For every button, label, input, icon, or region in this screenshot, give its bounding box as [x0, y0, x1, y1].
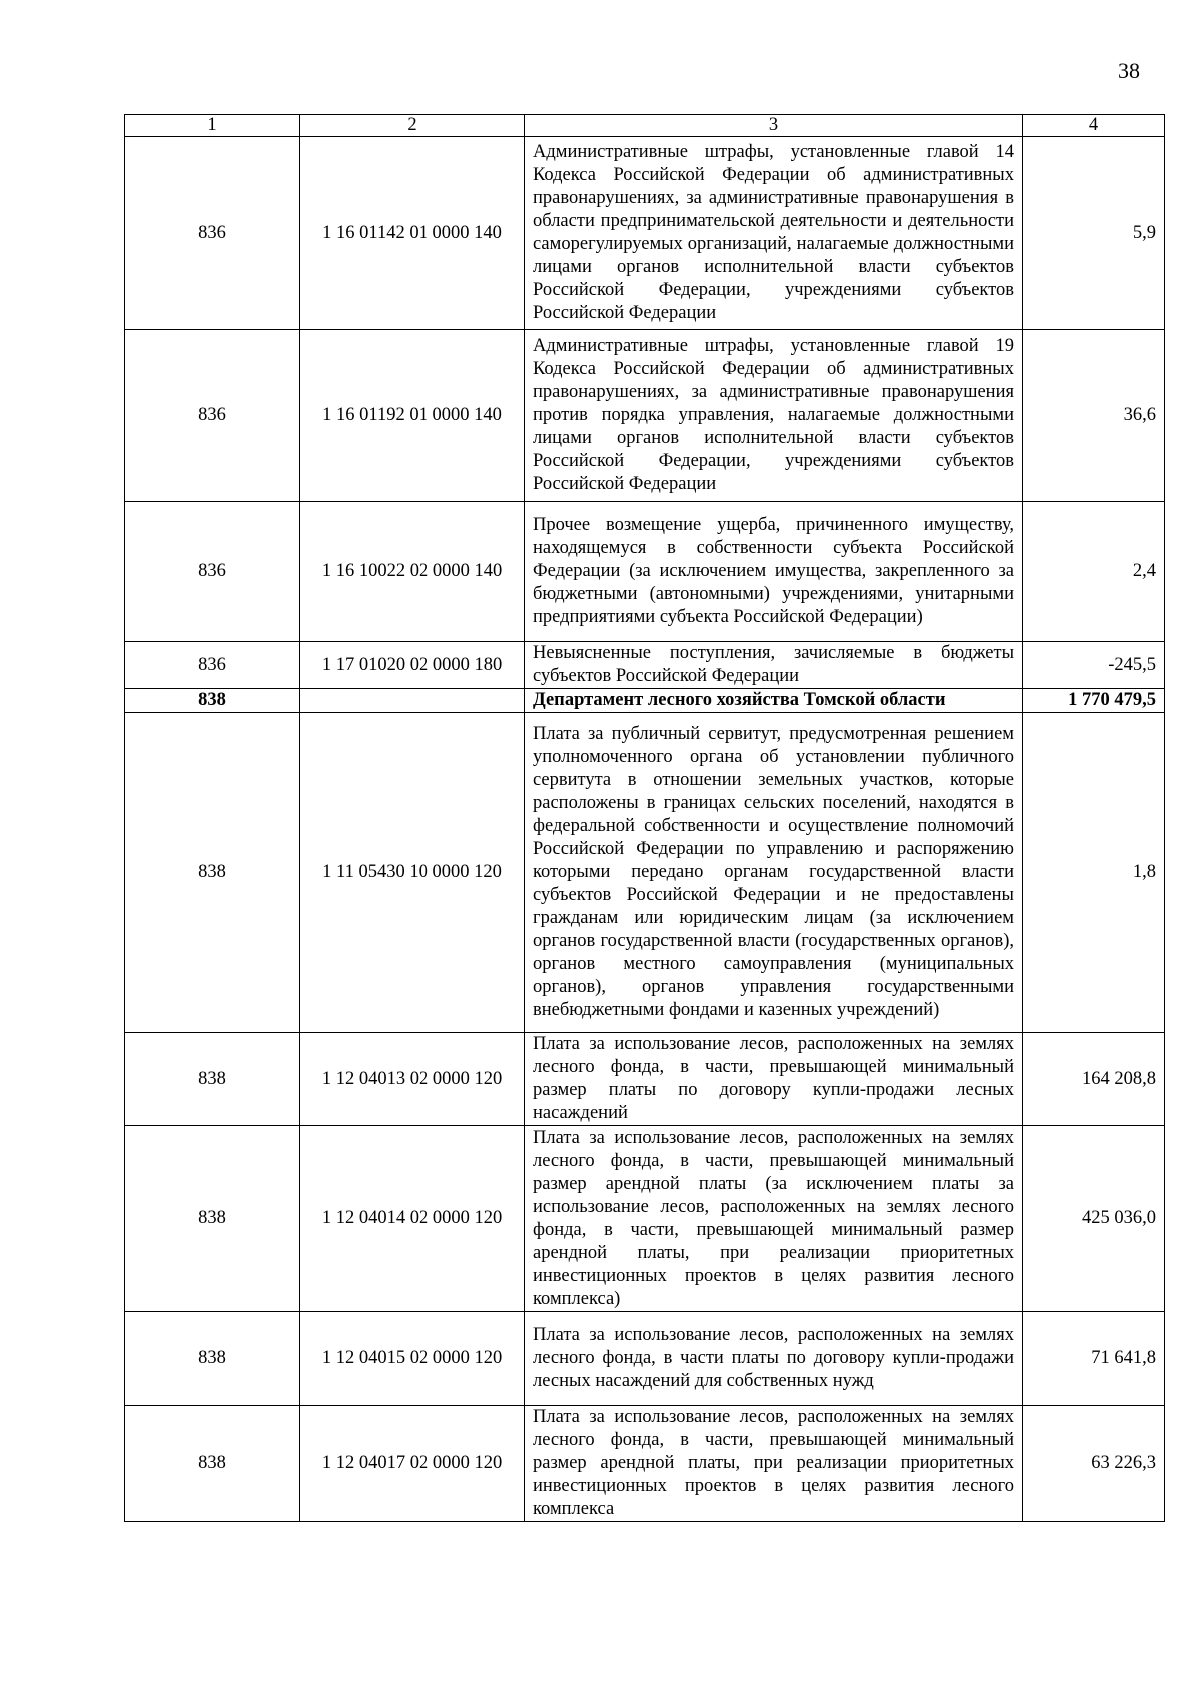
- amount-cell: 36,6: [1023, 330, 1165, 502]
- budget-code-cell: 1 16 10022 02 0000 140: [300, 502, 525, 642]
- description-cell: Невыясненные поступления, зачисляемые в бюджеты субъектов Российской Федерации: [525, 642, 1023, 689]
- budget-code-cell: 1 12 04013 02 0000 120: [300, 1033, 525, 1126]
- admin-code-cell: 836: [125, 330, 300, 502]
- description-cell: Административные штрафы, установленные главой 19 Кодекса Российской Федерации об административных правонарушениях, за административные правонарушения против порядка управления, налагаемые должностными лицами органов исполнительной власти субъектов Российской Федерации, учреждениями субъектов Российской Федерации: [525, 330, 1023, 502]
- revenue-table: [124, 114, 1165, 1522]
- amount-cell: 164 208,8: [1023, 1033, 1165, 1126]
- table-row-department: [125, 689, 1165, 713]
- admin-code-cell: 836: [125, 642, 300, 689]
- header-col-2: 2: [300, 115, 525, 137]
- header-col-3: 3: [525, 115, 1023, 137]
- table-row: [125, 1406, 1165, 1522]
- header-col-4: 4: [1023, 115, 1165, 137]
- table-header-row: [125, 115, 1165, 137]
- description-cell: Плата за использование лесов, расположенных на землях лесного фонда, в части, превышающей минимальный размер платы по договору купли-продажи лесных насаждений: [525, 1033, 1023, 1126]
- description-cell: Плата за публичный сервитут, предусмотренная решением уполномоченного органа об установлении публичного сервитута в отношении земельных участков, которые расположены в границах сельских поселений, находятся в федеральной собственности и осуществление полномочий Российской Федерации по управлению и распоряжению которыми передано органам государственной власти субъектов Российской Федерации и не предоставлены гражданам или юридическим лицам (за исключением органов государственной власти (государственных органов), органов местного самоуправления (муниципальных органов), органов управления государственными внебюджетными фондами и казенных учреждений): [525, 713, 1023, 1033]
- admin-code-cell: 838: [125, 1406, 300, 1522]
- admin-code-cell: 836: [125, 137, 300, 330]
- department-total-cell: 1 770 479,5: [1023, 689, 1165, 713]
- description-cell: Прочее возмещение ущерба, причиненного имуществу, находящемуся в собственности субъекта Российской Федерации (за исключением имущества, закрепленного за бюджетными (автономными) учреждениями, унитарными предприятиями субъекта Российской Федерации): [525, 502, 1023, 642]
- budget-code-cell: 1 12 04017 02 0000 120: [300, 1406, 525, 1522]
- admin-code-cell: 836: [125, 502, 300, 642]
- admin-code-cell: 838: [125, 713, 300, 1033]
- table-row: [125, 330, 1165, 502]
- amount-cell: 1,8: [1023, 713, 1165, 1033]
- table-row: [125, 137, 1165, 330]
- budget-code-cell: 1 16 01192 01 0000 140: [300, 330, 525, 502]
- admin-code-cell: 838: [125, 689, 300, 713]
- description-cell: Плата за использование лесов, расположенных на землях лесного фонда, в части, превышающей минимальный размер арендной платы, при реализации приоритетных инвестиционных проектов в целях развития лесного комплекса: [525, 1406, 1023, 1522]
- header-col-1: 1: [125, 115, 300, 137]
- table-row: [125, 1033, 1165, 1126]
- table-row: [125, 1312, 1165, 1406]
- budget-code-cell: 1 12 04014 02 0000 120: [300, 1126, 525, 1312]
- table-row: [125, 642, 1165, 689]
- admin-code-cell: 838: [125, 1126, 300, 1312]
- amount-cell: 2,4: [1023, 502, 1165, 642]
- budget-code-cell: 1 16 01142 01 0000 140: [300, 137, 525, 330]
- amount-cell: 5,9: [1023, 137, 1165, 330]
- admin-code-cell: 838: [125, 1033, 300, 1126]
- amount-cell: 425 036,0: [1023, 1126, 1165, 1312]
- table-row: [125, 713, 1165, 1033]
- amount-cell: -245,5: [1023, 642, 1165, 689]
- budget-code-cell: 1 17 01020 02 0000 180: [300, 642, 525, 689]
- table-row: [125, 502, 1165, 642]
- budget-code-cell: [300, 689, 525, 713]
- amount-cell: 63 226,3: [1023, 1406, 1165, 1522]
- budget-code-cell: 1 12 04015 02 0000 120: [300, 1312, 525, 1406]
- table-row: [125, 1126, 1165, 1312]
- description-cell: Плата за использование лесов, расположенных на землях лесного фонда, в части платы по договору купли-продажи лесных насаждений для собственных нужд: [525, 1312, 1023, 1406]
- budget-code-cell: 1 11 05430 10 0000 120: [300, 713, 525, 1033]
- description-cell: Административные штрафы, установленные главой 14 Кодекса Российской Федерации об административных правонарушениях, за административные правонарушения в области предпринимательской деятельности и деятельности саморегулируемых организаций, налагаемые должностными лицами органов исполнительной власти субъектов Российской Федерации, учреждениями субъектов Российской Федерации: [525, 137, 1023, 330]
- admin-code-cell: 838: [125, 1312, 300, 1406]
- description-cell: Плата за использование лесов, расположенных на землях лесного фонда, в части, превышающей минимальный размер арендной платы (за исключением платы за использование лесов, расположенных на землях лесного фонда, в части, превышающей минимальный размер арендной платы, при реализации приоритетных инвестиционных проектов в целях развития лесного комплекса): [525, 1126, 1023, 1312]
- page-number: 38: [1118, 58, 1140, 83]
- amount-cell: 71 641,8: [1023, 1312, 1165, 1406]
- department-name-cell: Департамент лесного хозяйства Томской области: [525, 689, 1023, 713]
